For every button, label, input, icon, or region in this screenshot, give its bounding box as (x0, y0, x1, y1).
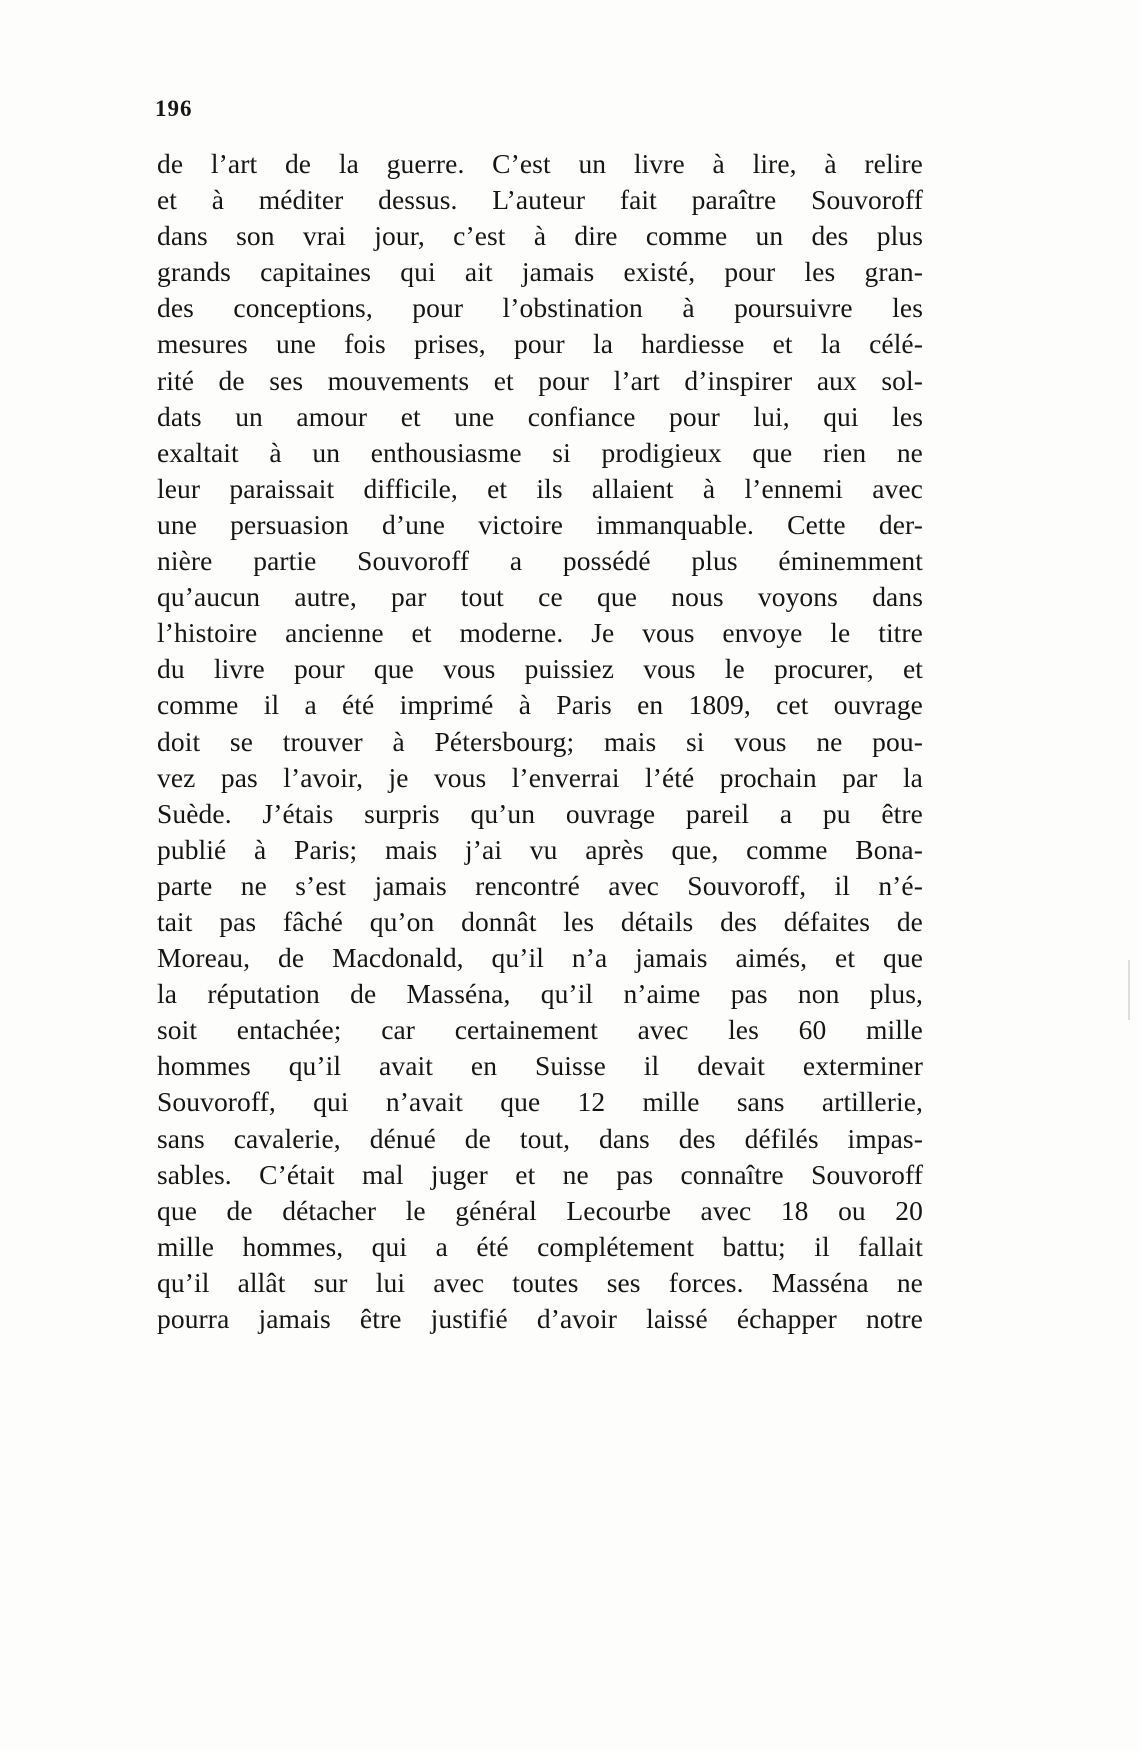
text-line: Moreau, de Macdonald, qu’il n’a jamais aimés, et que (157, 942, 923, 974)
text-line: Souvoroff, qui n’avait que 12 mille sans artillerie, (157, 1086, 923, 1118)
text-line: sans cavalerie, dénué de tout, dans des défilés impas- (157, 1122, 923, 1154)
text-line: doit se trouver à Pétersbourg; mais si vous ne pou- (157, 725, 923, 757)
text-line: vez pas l’avoir, je vous l’enverrai l’été prochain par la (157, 761, 923, 793)
text-line: leur paraissait difficile, et ils allaient à l’ennemi avec (157, 472, 923, 504)
text-line: rité de ses mouvements et pour l’art d’inspirer aux sol- (157, 364, 923, 396)
text-line: soit entachée; car certainement avec les 60 mille (157, 1014, 923, 1046)
text-line: la réputation de Masséna, qu’il n’aime pas non plus, (157, 978, 923, 1010)
text-line: comme il a été imprimé à Paris en 1809, cet ouvrage (157, 689, 923, 721)
text-line: Suède. J’étais surpris qu’un ouvrage pareil a pu être (157, 797, 923, 829)
text-line: et à méditer dessus. L’auteur fait paraître Souvoroff (157, 184, 923, 216)
text-line: mille hommes, qui a été complétement battu; il fallait (157, 1230, 923, 1262)
text-line: qu’il allât sur lui avec toutes ses forces. Masséna ne (157, 1266, 923, 1298)
text-line: que de détacher le général Lecourbe avec 18 ou 20 (157, 1194, 923, 1226)
text-line: dats un amour et une confiance pour lui, qui les (157, 400, 923, 432)
text-block (157, 146, 923, 1337)
text-line: une persuasion d’une victoire immanquable. Cette der- (157, 508, 923, 540)
text-line: de l’art de la guerre. C’est un livre à lire, à relire (157, 148, 923, 179)
text-line: dans son vrai jour, c’est à dire comme un des plus (157, 220, 923, 252)
text-line: hommes qu’il avait en Suisse il devait exterminer (157, 1050, 923, 1082)
text-line: qu’aucun autre, par tout ce que nous voyons dans (157, 581, 923, 613)
text-line: exaltait à un enthousiasme si prodigieux que rien ne (157, 436, 923, 468)
text-line: nière partie Souvoroff a possédé plus éminemment (157, 545, 923, 577)
text-line: du livre pour que vous puissiez vous le procurer, et (157, 653, 923, 685)
text-line: publié à Paris; mais j’ai vu après que, comme Bona- (157, 833, 923, 865)
text-line: sables. C’était mal juger et ne pas connaître Souvoroff (157, 1158, 923, 1190)
text-line: pourra jamais être justifié d’avoir laissé échapper notre (157, 1303, 923, 1334)
text-line: grands capitaines qui ait jamais existé, pour les gran- (157, 256, 923, 288)
text-line: parte ne s’est jamais rencontré avec Souvoroff, il n’é- (157, 869, 923, 901)
page-number: 196 (155, 96, 193, 121)
text-line: l’histoire ancienne et moderne. Je vous envoye le titre (157, 617, 923, 649)
scan-edge-mark (1128, 960, 1130, 1020)
text-line: tait pas fâché qu’on donnât les détails des défaites de (157, 905, 923, 937)
text-line: mesures une fois prises, pour la hardiesse et la célé- (157, 328, 923, 360)
text-line: des conceptions, pour l’obstination à poursuivre les (157, 292, 923, 324)
